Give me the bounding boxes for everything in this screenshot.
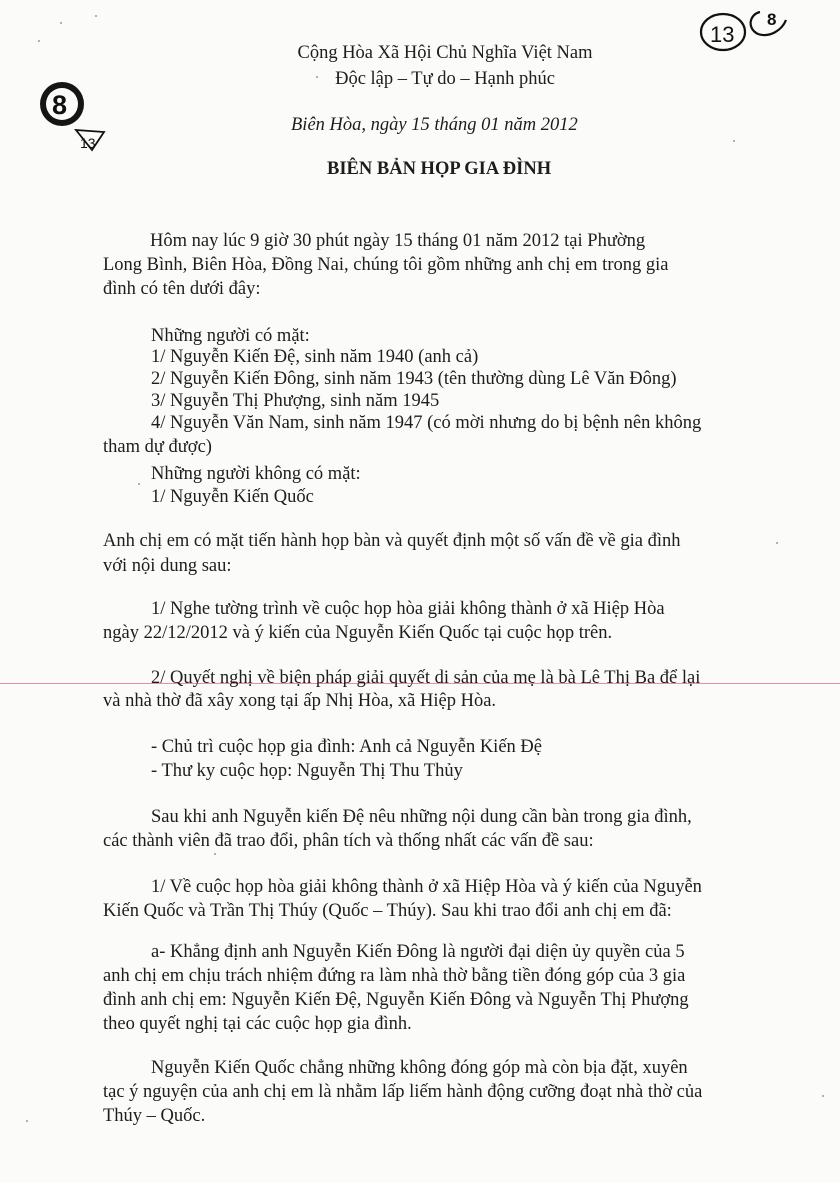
agenda-intro-line: Anh chị em có mặt tiến hành họp bàn và quyết định một số vấn đề về gia đình xyxy=(103,531,681,551)
absent-member: 1/ Nguyễn Kiến Quốc xyxy=(151,487,314,507)
intro-line: Long Bình, Biên Hòa, Đồng Nai, chúng tôi gồm những anh chị em trong gia xyxy=(103,255,669,275)
meeting-chair: - Chủ trì cuộc họp gia đình: Anh cả Nguyễn Kiến Đệ xyxy=(151,737,542,757)
agenda-item-1: 1/ Nghe tường trình về cuộc họp hòa giải không thành ở xã Hiệp Hòa xyxy=(151,599,665,619)
scan-speck xyxy=(95,15,97,17)
present-member: 1/ Nguyễn Kiến Đệ, sinh năm 1940 (anh cả) xyxy=(151,347,479,367)
conclusion-line: tạc ý nguyện của anh chị em là nhằm lấp liếm hành động cưỡng đoạt nhà thờ của xyxy=(103,1082,703,1102)
agenda-intro-line: với nội dung sau: xyxy=(103,556,232,576)
point-a-line: anh chị em chịu trách nhiệm đứng ra làm nhà thờ bằng tiền đóng góp của 3 gia xyxy=(103,966,686,986)
present-member-continued: tham dự được) xyxy=(103,437,212,457)
republic-heading: Cộng Hòa Xã Hội Chủ Nghĩa Việt Nam xyxy=(297,43,593,63)
point-a-line: a- Khẳng định anh Nguyễn Kiến Đông là người đại diện ủy quyền của 5 xyxy=(151,942,685,962)
agenda-item-1: ngày 22/12/2012 và ý kiến của Nguyễn Kiến Quốc tại cuộc họp trên. xyxy=(103,623,613,643)
scan-speck xyxy=(733,140,735,142)
agenda-item-2: 2/ Quyết nghị về biện pháp giải quyết di sản của mẹ là bà Lê Thị Ba để lại xyxy=(151,668,701,688)
present-label: Những người có mặt: xyxy=(151,326,310,346)
place-date: Biên Hòa, ngày 15 tháng 01 năm 2012 xyxy=(291,115,578,135)
scan-speck xyxy=(776,542,778,544)
document-title: BIÊN BẢN HỌP GIA ĐÌNH xyxy=(327,159,552,179)
scan-speck xyxy=(214,853,216,855)
scan-speck xyxy=(38,40,40,42)
conclusion-line: Thúy – Quốc. xyxy=(103,1106,206,1126)
top-right-mark-number-2: 8 xyxy=(767,10,777,29)
present-member: 4/ Nguyễn Văn Nam, sinh năm 1947 (có mời nhưng do bị bệnh nên không xyxy=(151,413,702,433)
scan-speck xyxy=(138,483,140,485)
absent-label: Những người không có mặt: xyxy=(151,464,361,484)
top-right-mark-number: 13 xyxy=(710,22,735,47)
svg-text:8: 8 xyxy=(52,90,68,120)
scan-speck xyxy=(60,22,62,24)
section-1-line: Kiến Quốc và Trần Thị Thúy (Quốc – Thúy). Sau khi trao đổi anh chị em đã: xyxy=(103,901,672,921)
point-a-line: đình anh chị em: Nguyễn Kiến Đệ, Nguyễn Kiến Đông và Nguyễn Thị Phượng xyxy=(103,990,689,1010)
conclusion-line: Nguyễn Kiến Quốc chẳng những không đóng góp mà còn bịa đặt, xuyên xyxy=(151,1058,688,1078)
discussion-line: Sau khi anh Nguyễn kiến Đệ nêu những nội dung cần bàn trong gia đình, xyxy=(151,807,692,827)
section-1-line: 1/ Về cuộc họp hòa giải không thành ở xã Hiệp Hòa và ý kiến của Nguyễn xyxy=(151,877,702,897)
scan-speck xyxy=(26,1120,28,1122)
discussion-line: các thành viên đã trao đổi, phân tích và thống nhất các vấn đề sau: xyxy=(103,831,594,851)
left-circle-mark xyxy=(40,82,104,151)
scan-speck xyxy=(822,1095,824,1097)
point-a-line: theo quyết nghị tại các cuộc họp gia đình. xyxy=(103,1014,412,1034)
motto: Độc lập – Tự do – Hạnh phúc xyxy=(335,69,555,89)
intro-line: Hôm nay lúc 9 giờ 30 phút ngày 15 tháng 01 năm 2012 tại Phường xyxy=(150,231,646,251)
agenda-item-2: và nhà thờ đã xây xong tại ấp Nhị Hòa, xã Hiệp Hòa. xyxy=(103,691,497,711)
meeting-secretary: - Thư ky cuộc họp: Nguyễn Thị Thu Thủy xyxy=(151,761,463,781)
svg-text:13: 13 xyxy=(80,135,96,151)
present-member: 3/ Nguyễn Thị Phượng, sinh năm 1945 xyxy=(151,391,440,411)
present-member: 2/ Nguyễn Kiến Đông, sinh năm 1943 (tên thường dùng Lê Văn Đông) xyxy=(151,369,677,389)
scan-speck xyxy=(316,76,318,78)
intro-line: đình có tên dưới đây: xyxy=(103,279,261,299)
